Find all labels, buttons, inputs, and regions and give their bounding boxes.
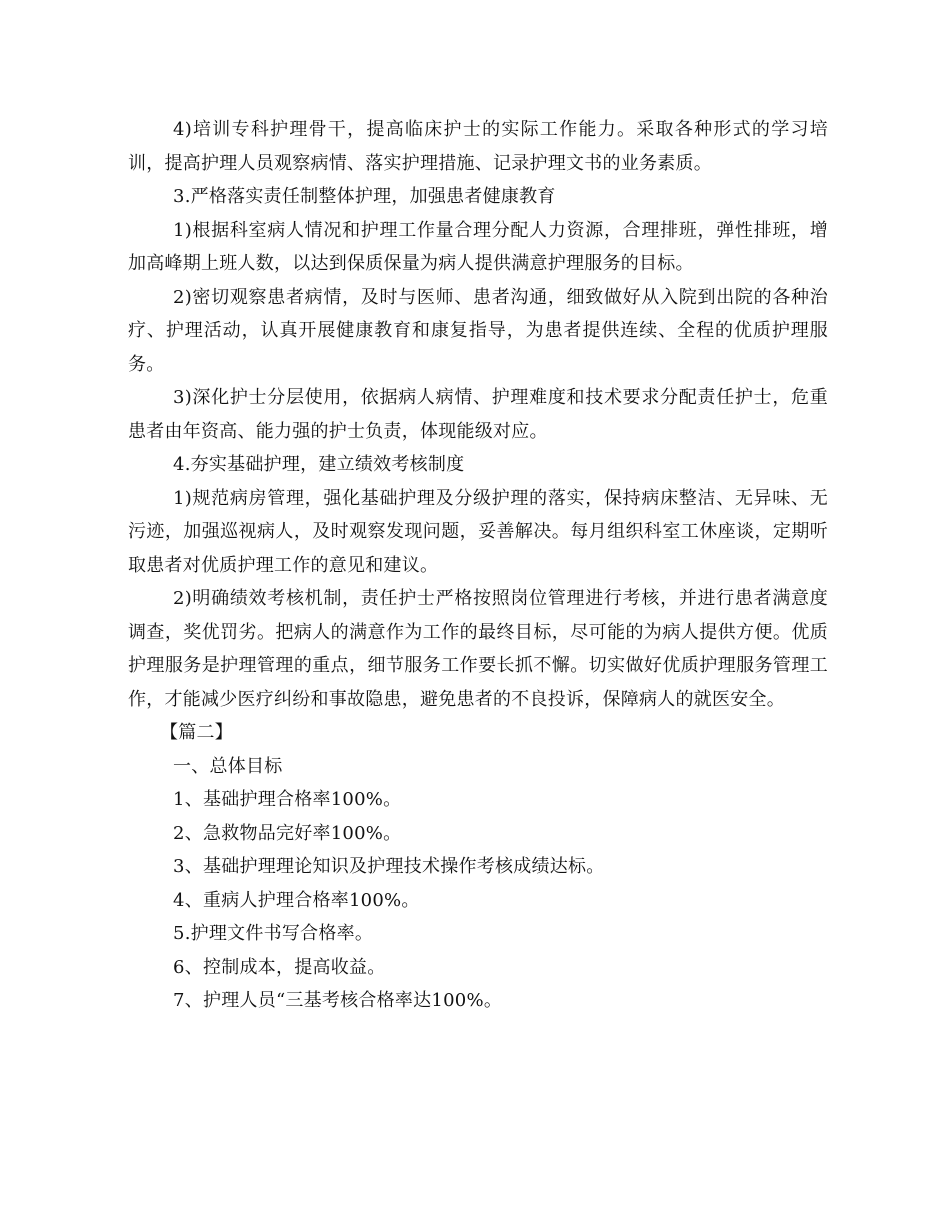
paragraph-observe-patients: 2)密切观察患者病情，及时与医师、患者沟通，细致做好从入院到出院的各种治疗、护理活动，认真开展健康教育和康复指导，为患者提供连续、全程的优质护理服务。 [128,286,828,375]
paragraph-ward-management: 1)规范病房管理，强化基础护理及分级护理的落实，保持病床整洁、无异味、无污迹，加强巡视病人，及时观察发现问题，妥善解决。每月组织科室工休座谈，定期听取患者对优质护理工作的意见和建议。 [128,487,828,576]
paragraph-training-specialist: 4)培训专科护理骨干，提高临床护士的实际工作能力。采取各种形式的学习培训，提高护理人员观察病情、落实护理措施、记录护理文书的业务素质。 [128,119,828,174]
paragraph-staff-allocation: 1)根据科室病人情况和护理工作量合理分配人力资源，合理排班，弹性排班，增加高峰期上班人数，以达到保质保量为病人提供满意护理服务的目标。 [128,219,828,274]
list-item-goal-4: 4、重病人护理合格率100%。 [173,889,420,911]
paragraph-performance-review: 2)明确绩效考核机制，责任护士严格按照岗位管理进行考核，并进行患者满意度调查，奖优罚劣。把病人的满意作为工作的最终目标，尽可能的为病人提供方便。优质护理服务是护理管理的重点，细节服务工作要长抓不懈。切实做好优质护理服务管理工作，才能减少医疗纠纷和事故隐患，避免患者的不良投诉，保障病人的就医安全。 [128,588,828,710]
list-item-goal-5: 5.护理文件书写合格率。 [173,923,374,944]
heading-basic-nursing: 4.夯实基础护理，建立绩效考核制度 [173,454,465,475]
list-item-goal-6: 6、控制成本，提高收益。 [173,956,386,978]
list-item-goal-1: 1、基础护理合格率100%。 [173,789,402,810]
list-item-goal-7: 7、护理人员“三基考核合格率达100%。 [173,990,503,1011]
list-item-goal-3: 3、基础护理理论知识及护理技术操作考核成绩达标。 [173,856,605,877]
section-title-part-two: 【篇二】 [160,722,233,743]
list-item-goal-2: 2、急救物品完好率100%。 [173,822,402,844]
heading-overall-goals: 一、总体目标 [173,755,283,777]
heading-responsibility-nursing: 3.严格落实责任制整体护理，加强患者健康教育 [173,186,556,207]
paragraph-nurse-layering: 3)深化护士分层使用，依据病人病情、护理难度和技术要求分配责任护士，危重患者由年资高、能力强的护士负责，体现能级对应。 [128,387,828,442]
document-body [128,113,828,1018]
